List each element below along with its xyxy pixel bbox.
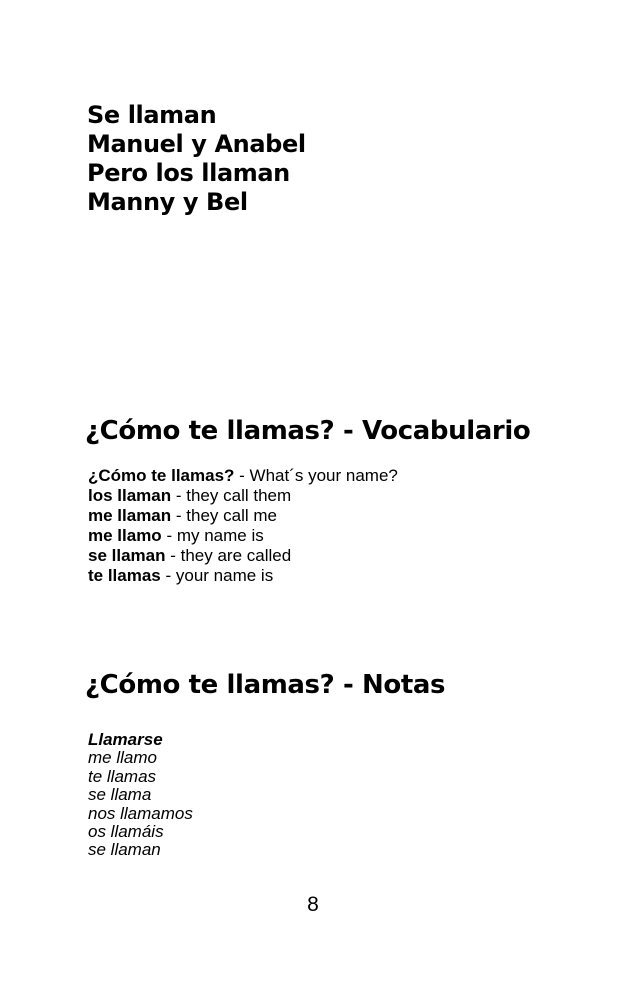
vocab-term: me llamo — [88, 526, 162, 545]
verse-line: Pero los llaman — [87, 159, 290, 187]
conjugation-line: nos llamamos — [88, 803, 193, 823]
vocabulary-entry — [88, 546, 398, 566]
conjugation-line: se llama — [88, 785, 152, 805]
vocabulary-entry — [88, 466, 398, 486]
vocab-definition: - my name is — [166, 526, 264, 545]
vocab-term: te llamas — [88, 566, 161, 585]
vocab-term: me llaman — [88, 506, 172, 525]
vocab-definition: - What´s your name? — [239, 466, 398, 485]
vocab-definition: - your name is — [165, 566, 274, 585]
vocabulary-entry — [88, 506, 398, 526]
vocab-term: se llaman — [88, 546, 166, 565]
vocab-term: los llaman — [88, 486, 172, 505]
conjugation-line: se llaman — [88, 840, 161, 860]
vocabulary-entry — [88, 526, 398, 546]
conjugation-block — [88, 731, 193, 860]
vocab-definition: - they call me — [175, 506, 277, 525]
vocabulary-list — [88, 466, 398, 586]
notas-heading: ¿Cómo te llamas? - Notas — [85, 670, 446, 700]
verse-line: Se llaman — [87, 101, 217, 129]
vocabulary-entry — [88, 486, 398, 506]
conjugation-line: me llamo — [88, 748, 157, 768]
page-number: 8 — [307, 893, 319, 916]
verse-line: Manuel y Anabel — [87, 130, 306, 158]
conjugation-line: os llamáis — [88, 822, 164, 842]
vocabulario-heading: ¿Cómo te llamas? - Vocabulario — [85, 416, 531, 446]
vocab-term: ¿Cómo te llamas? — [88, 466, 235, 485]
vocab-definition: - they call them — [175, 486, 292, 505]
vocabulary-entry — [88, 566, 398, 586]
verse-line: Manny y Bel — [87, 188, 248, 216]
conjugation-line: te llamas — [88, 766, 157, 786]
verse-block — [87, 101, 306, 217]
verb-infinitive: Llamarse — [88, 730, 163, 749]
vocab-definition: - they are called — [170, 546, 292, 565]
